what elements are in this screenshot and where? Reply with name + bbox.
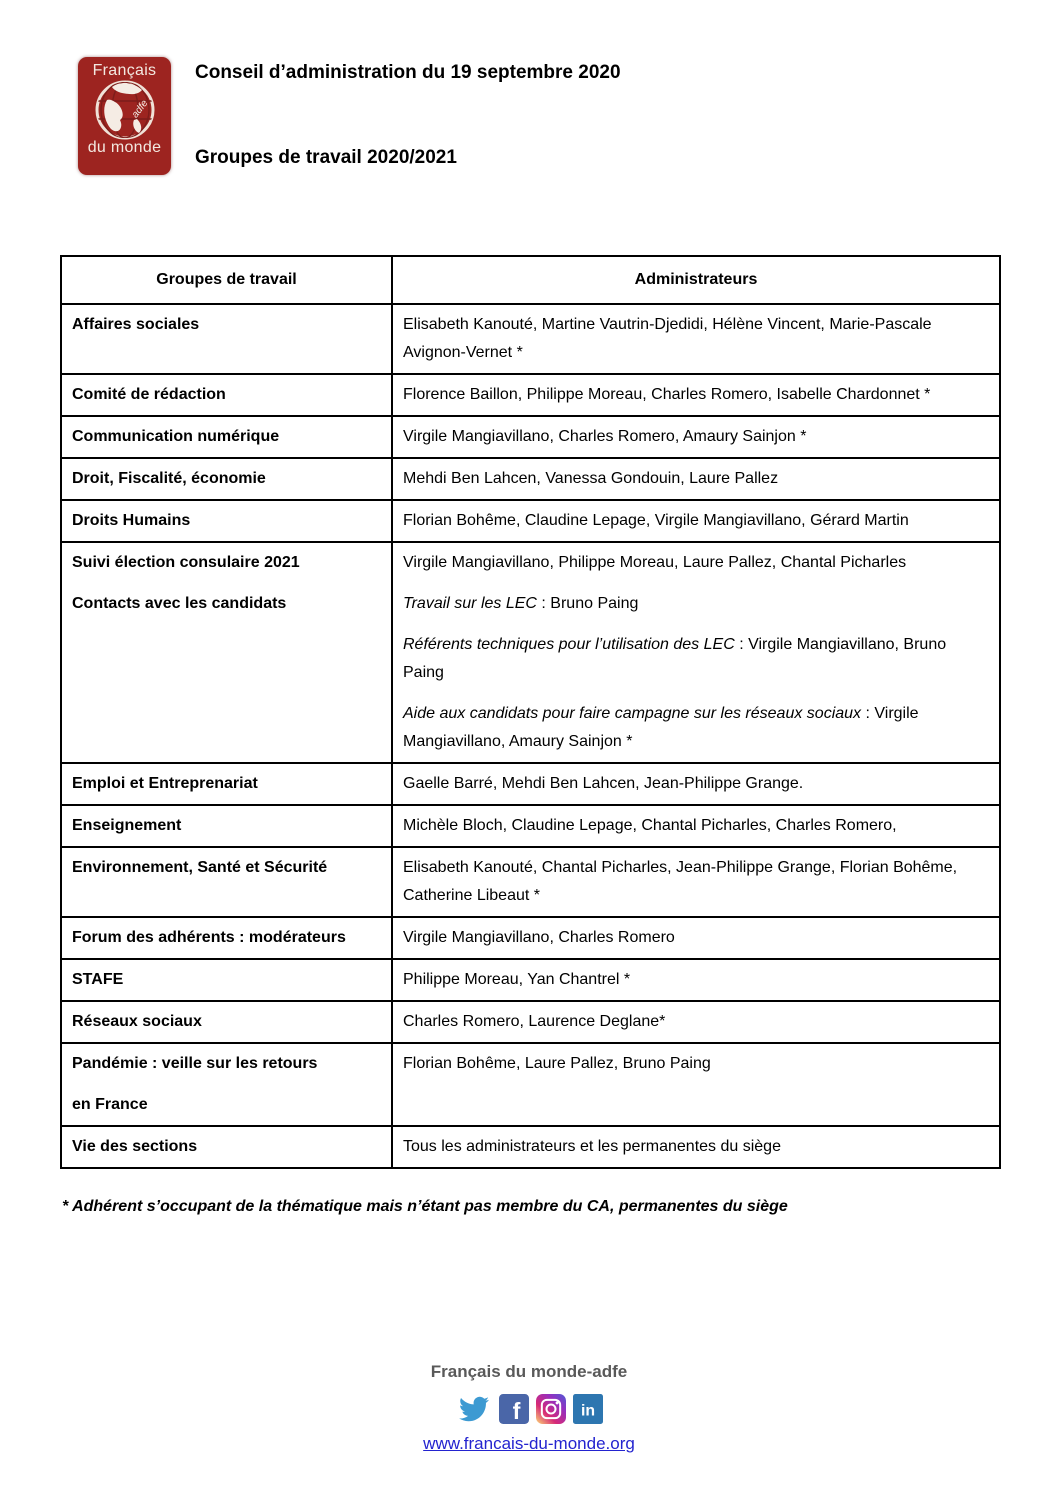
table-row bbox=[61, 416, 1000, 458]
footnote: * Adhérent s’occupant de la thématique mais n’étant pas membre du CA, permanentes du siège bbox=[62, 1198, 788, 1215]
social-icons-row bbox=[0, 1393, 1058, 1425]
group-cell: Emploi et Entreprenariat bbox=[61, 763, 392, 805]
table-row bbox=[61, 805, 1000, 847]
table-row bbox=[61, 304, 1000, 374]
table-row bbox=[61, 1126, 1000, 1168]
logo-globe-label: adfe bbox=[129, 98, 150, 121]
group-cell: Environnement, Santé et Sécurité bbox=[61, 847, 392, 917]
group-cell: Vie des sections bbox=[61, 1126, 392, 1168]
admins-cell: Philippe Moreau, Yan Chantrel * bbox=[392, 959, 1000, 1001]
table-row bbox=[61, 763, 1000, 805]
table-row bbox=[61, 847, 1000, 917]
document-title: Conseil d’administration du 19 septembre 2020 bbox=[195, 62, 621, 83]
admins-cell: Florian Bohême, Claudine Lepage, Virgile Mangiavillano, Gérard Martin bbox=[392, 500, 1000, 542]
twitter-icon[interactable] bbox=[456, 1394, 492, 1424]
group-cell: Droit, Fiscalité, économie bbox=[61, 458, 392, 500]
admins-cell: Mehdi Ben Lahcen, Vanessa Gondouin, Laure Pallez bbox=[392, 458, 1000, 500]
website-url-row bbox=[0, 1434, 1058, 1454]
group-cell: Comité de rédaction bbox=[61, 374, 392, 416]
document-subtitle: Groupes de travail 2020/2021 bbox=[195, 147, 457, 168]
instagram-icon[interactable] bbox=[536, 1394, 566, 1424]
group-cell: Réseaux sociaux bbox=[61, 1001, 392, 1043]
admins-cell: Charles Romero, Laurence Deglane* bbox=[392, 1001, 1000, 1043]
column-header-groups: Groupes de travail bbox=[61, 256, 392, 304]
admins-cell: Virgile Mangiavillano, Philippe Moreau, Laure Pallez, Chantal Picharles Travail sur les LEC : Bruno Paing Référents techniques pour l’utilisation des LEC : Virgile Mangiavillano, Bruno Paing Aide aux candidats pour faire campagne sur les réseaux sociaux : Virgile Mangiavillano, Amaury Sainjon * bbox=[392, 542, 1000, 763]
admins-cell: Florence Baillon, Philippe Moreau, Charles Romero, Isabelle Chardonnet * bbox=[392, 374, 1000, 416]
admins-cell: Elisabeth Kanouté, Chantal Picharles, Jean-Philippe Grange, Florian Bohême, Catherine Libeaut * bbox=[392, 847, 1000, 917]
group-cell: Suivi élection consulaire 2021 Contacts avec les candidats bbox=[61, 542, 392, 763]
group-cell: Droits Humains bbox=[61, 500, 392, 542]
working-groups-table bbox=[60, 255, 1001, 1169]
admins-cell: Florian Bohême, Laure Pallez, Bruno Paing bbox=[392, 1043, 1000, 1126]
table-row bbox=[61, 1001, 1000, 1043]
admins-cell: Tous les administrateurs et les permanentes du siège bbox=[392, 1126, 1000, 1168]
admins-cell: Virgile Mangiavillano, Charles Romero, Amaury Sainjon * bbox=[392, 416, 1000, 458]
logo-text-bottom: du monde bbox=[87, 139, 162, 156]
table-header-row bbox=[61, 256, 1000, 304]
svg-text:in: in bbox=[580, 1402, 595, 1420]
group-cell: Communication numérique bbox=[61, 416, 392, 458]
table-body bbox=[61, 304, 1000, 1168]
group-cell: STAFE bbox=[61, 959, 392, 1001]
column-header-admins: Administrateurs bbox=[392, 256, 1000, 304]
table-row bbox=[61, 542, 1000, 763]
admins-cell: Elisabeth Kanouté, Martine Vautrin-Djedidi, Hélène Vincent, Marie-Pascale Avignon-Vernet * bbox=[392, 304, 1000, 374]
admins-cell: Gaelle Barré, Mehdi Ben Lahcen, Jean-Philippe Grange. bbox=[392, 763, 1000, 805]
org-name: Français du monde-adfe bbox=[430, 1362, 628, 1381]
group-cell: Enseignement bbox=[61, 805, 392, 847]
admins-cell: Virgile Mangiavillano, Charles Romero bbox=[392, 917, 1000, 959]
group-cell: Forum des adhérents : modérateurs bbox=[61, 917, 392, 959]
page-footer bbox=[0, 1362, 1058, 1454]
facebook-icon[interactable] bbox=[499, 1394, 529, 1424]
globe-icon bbox=[93, 78, 157, 142]
group-cell: Pandémie : veille sur les retours en France bbox=[61, 1043, 392, 1126]
logo-text-top: Français bbox=[92, 62, 157, 79]
linkedin-icon[interactable] bbox=[573, 1394, 603, 1424]
website-link[interactable]: www.francais-du-monde.org bbox=[423, 1434, 635, 1453]
francais-du-monde-logo bbox=[78, 57, 171, 175]
table-row bbox=[61, 458, 1000, 500]
group-cell: Affaires sociales bbox=[61, 304, 392, 374]
table-row bbox=[61, 917, 1000, 959]
svg-text:f: f bbox=[512, 1398, 520, 1424]
admins-cell: Michèle Bloch, Claudine Lepage, Chantal Picharles, Charles Romero, bbox=[392, 805, 1000, 847]
table-row bbox=[61, 959, 1000, 1001]
table-row bbox=[61, 500, 1000, 542]
table-row bbox=[61, 374, 1000, 416]
table-row bbox=[61, 1043, 1000, 1126]
